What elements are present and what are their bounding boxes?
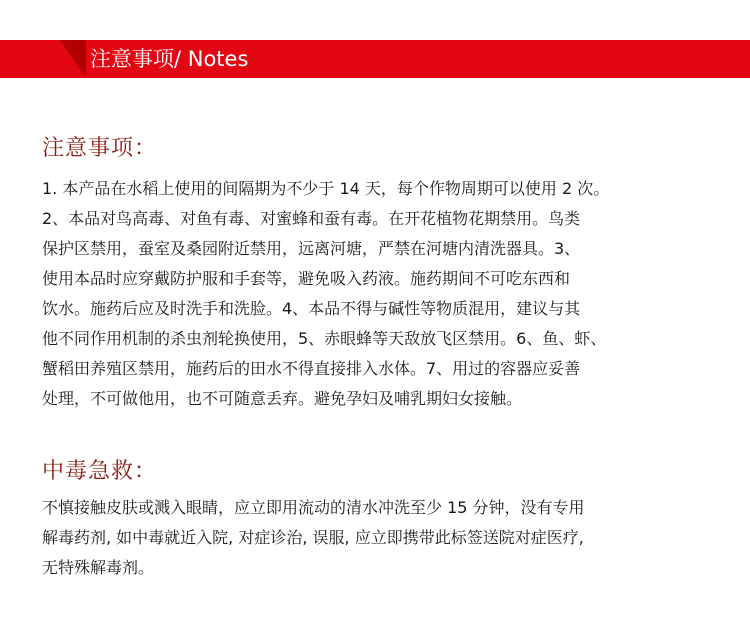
precautions-line: 2、本品对鸟高毒、对鱼有毒、对蜜蜂和蚕有毒。在开花植物花期禁用。鸟类 bbox=[42, 209, 581, 228]
precautions-line: 处理，不可做他用，也不可随意丢弃。避免孕妇及哺乳期妇女接触。 bbox=[42, 389, 523, 408]
banner-title: 注意事项/ Notes bbox=[90, 47, 249, 71]
precautions-heading: 注意事项： bbox=[42, 136, 158, 161]
precautions-line: 使用本品时应穿戴防护服和手套等，避免吸入药液。施药期间不可吃东西和 bbox=[42, 269, 571, 288]
first-aid-line: 解毒药剂, 如中毒就近入院, 对症诊治, 误服, 应立即携带此标签送院对症医疗, bbox=[42, 528, 584, 547]
precautions-line: 1. 本产品在水稻上使用的间隔期为不少于 14 天，每个作物周期可以使用 2 次。 bbox=[42, 179, 610, 198]
first-aid-line: 不慎接触皮肤或溅入眼睛，应立即用流动的清水冲洗至少 15 分钟，没有专用 bbox=[42, 498, 585, 517]
precautions-line: 饮水。施药后应及时洗手和洗脸。4、本品不得与碱性等物质混用，建议与其 bbox=[42, 299, 581, 318]
notes-banner bbox=[0, 40, 750, 78]
precautions-text bbox=[42, 174, 732, 414]
precautions-line: 蟹稻田养殖区禁用，施药后的田水不得直接排入水体。7、用过的容器应妥善 bbox=[42, 359, 581, 378]
banner-fold-decoration bbox=[60, 40, 86, 78]
precautions-line: 他不同作用机制的杀虫剂轮换使用，5、赤眼蜂等天敌放飞区禁用。6、鱼、虾、 bbox=[42, 329, 607, 348]
first-aid-text bbox=[42, 493, 732, 583]
first-aid-heading: 中毒急救： bbox=[42, 459, 158, 484]
precautions-line: 保护区禁用，蚕室及桑园附近禁用，远离河塘，严禁在河塘内清洗器具。3、 bbox=[42, 239, 581, 258]
first-aid-line: 无特殊解毒剂。 bbox=[42, 558, 155, 577]
